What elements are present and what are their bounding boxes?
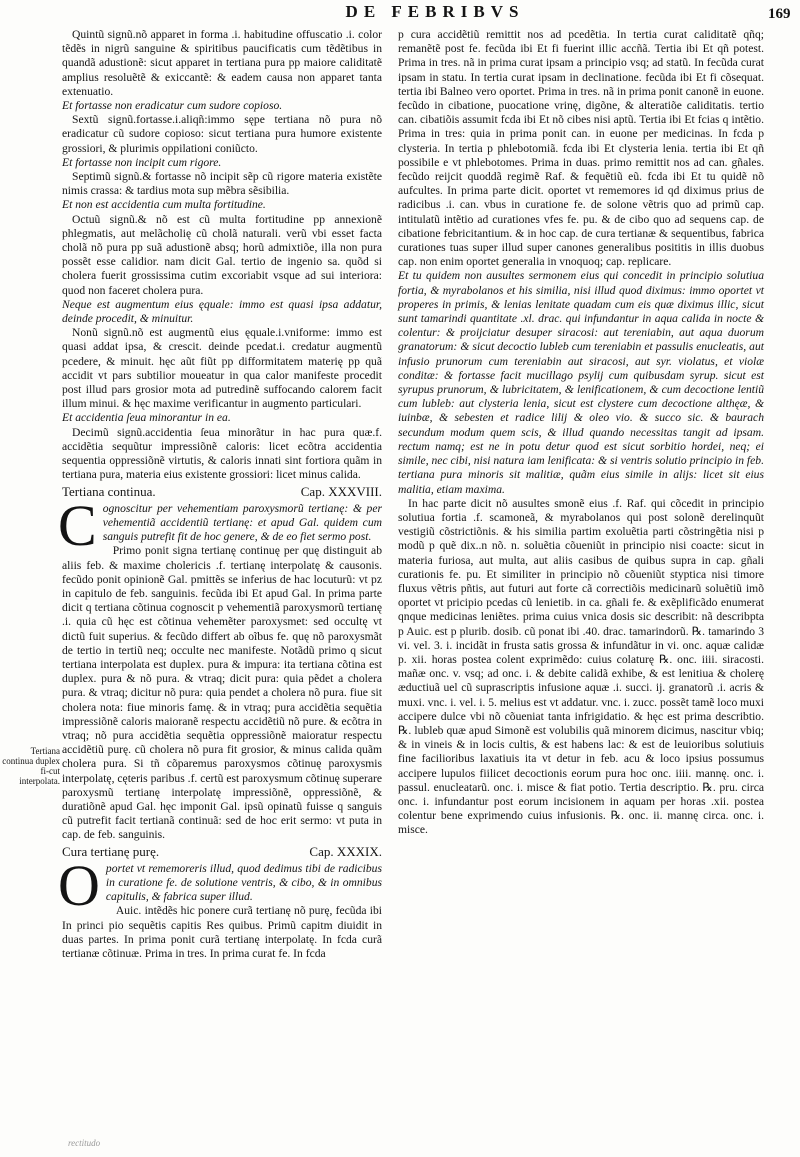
paragraph: Et tu quidem non ausultes sermonem eius qui concedit in principio solutiua fortia, & myrabolanos et his similia, nisi illud quod diximus: immo oportet vt properes in primis, & lenias lenitate quadam cum eis quæ diximus illic, sicut sunt tamarindi quantitate .xl. drac. qui infundantur in aqua calida in nocte & colentur: & proijciatur desuper siracosi: aut tereniabin, aut aqua duorum granatorum: & sicut decoctio lubleb cum tereniabin et passulis enucleatis, aut infusio prunorum cum tereniabin aut siracosi, aut syr. violatus, et violæ conditæ: & fortasse facit mucillago psylij cum quibusdam syrup. sicut est syrupus prunorum, & lubricitatem, & lenificationem, & cum decoctione lentiũ cum lubleb: aut clysteria lenia, sicut est clystere cum decoctione althęæ, & iuinbæ, & sebesten et radice lilij & oleo vio. & succo sic. & baurach secundum modum quem scis, & illud quando necessitas tangit ad ipsam. rectum namq; est ne in potu detur quod est sicut sorbitio hordei, neq; ei simile, nec cibi, nisi natura iam lenificata: & si ventris solutio principio in feb. tertiana pura minoris sit malitiæ, quãm eius simile in alijs: licet sit eius malitia, etiam maxima. <box>398 269 764 496</box>
chapter-number: Cap. XXXVIII. <box>300 483 382 499</box>
paragraph: Neque est augmentum eius ęquale: immo est quasi ipsa addatur, deinde procedit, & minuitur. <box>62 297 382 326</box>
left-text-c <box>62 862 382 961</box>
chapter-number: Cap. XXXIX. <box>309 843 382 859</box>
right-text <box>398 28 764 838</box>
chapter-heading-xxxix <box>62 845 382 859</box>
paragraph: Quintũ signũ.nõ apparet in forma .i. habitudine offuscatio .i. color tẽdẽs in nigrũ sanguine & spiritibus paucificatis cum tẽdẽtibus in quandã adustionẽ: sicut apparet in tertiana pura pp maiore caliditatẽ amplius resoluẽtẽ & exiccantẽ: & eadem causa non apparet tanta extenuatio. <box>62 28 382 98</box>
running-head: DE FEBRIBVS <box>345 2 525 21</box>
paragraph: Sextũ signũ.fortasse.i.aliqñ:immo sępe tertiana nõ pura nõ eradicatur cũ sudore copioso: sicut tertiana pura humore existente grossiori, & plurimis oppilationi coniũcto. <box>62 113 382 155</box>
paragraph: Decimũ signũ.accidentia ſeua minorãtur in hac pura quæ.f. accidẽtia sequũtur impressiõnẽ caloris: licet ecõtra accidentia sequentia oppressiõnẽ virtutis, & caloris innati sint fortiora quãm in tertiana pura, materia eius existente grossiori: licet minus calida. <box>62 425 382 482</box>
paragraph: Et accidentia ſeua minorantur in ea. <box>62 411 231 425</box>
chapter-heading-xxxviii <box>62 485 382 499</box>
paragraph: Auic. intẽdẽs hic ponere curã tertianę nõ purę, fecũda ibi In princi pio sequẽtis capitis Res quibus. Primũ capitm diuidit in duas partes. In prima ponit curã tertianę interpolatę. In fcda curã tertianæ cõtinuæ. Prima in tres. In prima curat fe. In fcda <box>62 904 382 960</box>
drop-cap-initial: C <box>58 492 97 558</box>
chapter-title: Tertiana continua. <box>62 483 156 499</box>
paragraph: p cura accidẽtiũ remittit nos ad pcedẽtia. In tertia curat caliditatẽ qñq; remanẽtẽ post fe. fecũda ibi Et fi fuerint illic accñã. Tertia ibi Et qñ potest. Prima in tres. nã in prima curat ipsam a principio vsq; ad statũ. In fecũda curat ipsam in statu. In tertia curat ipsam in declinatione. fecũda ibi Et fi cõsequat. tertia ibi Balneo vero oportet. Prima in tres. nã in prima ponit canonẽ in euone. fecũdo in cibatione, puocatione vrinę, digõne, & alteratiõe caliditatis. tertio can. cibatiõis assumit fcda ibi Et nõ cibes nisi aptũ. Tertia ibi Et fcias q intẽtio. Prima in tres: quia in prima ponit can. in euone per medicinas. In fcda p clysteria. In tertia p phlebotomiã. fcda ibi Et clysteria lenia. tertia ibi Et qñ possibile e vt phlebotomes. Prima in duas. primo remittit nos ad can. gñales. fecũdo reijcit quoddã regimẽ Raf. & fequẽtiũ eũ. fcda ibi Et tu quidẽ nõ aufcultes. In prima parte dicit. oportet vt rememores id qd diximus prius de radicibus .i. can. vbus in curatione fe. de solone vẽtris quo ad primũ cap. intitulatũ intẽtio ad curationes vfes fe. pu. & de cibo quo ad sequens cap. de cibatione febricitantium. & in hoc cap. de cura tertianæ & sequentibus, fabrica curationes tuas super illud super canones generalibus posititis in illis duobus cap. non enim oportet generalia in vnoquoq; cap. replicare. <box>398 28 764 269</box>
paragraph: In hac parte dicit nõ ausultes smonẽ eius .f. Raf. qui cõcedit in principio solutiua fortia .f. scamoneã, & myrabolanos qui post solonẽ derelinquũt vestigiũ cõstrictiõnis. & his similia partim exoluẽtia parti cõstringẽtia nisi p modũ p quẽ dix..n nõ. n. soluẽtia cõueniũt in principio nisi coacte: sicut in materia furiosa, aut multa, aut aliis casibus de quibus supra in cap. gñali curationis fe. pu. Et similiter in principio nõ cõueniũt styptica nisi timore fluxus vẽtris pñtis, aut futuri aut forte cã correctiõis medicinarũ soluẽtiũ imõ oportet vt pricipio pcedas cũ lenietib. in ca. gñali fe. & exẽplificãdo enumerat qnque medicinas leniẽtes. prima cuius vnica dosis sic describit: nã describpta p Auic. est p plurib. dosib. cũ ponat ibi .40. drac. tamarindorũ. ℞. tamarindo 3 vi. vel. 3. i. incidãt in frusta satis grossa & infundãtur in vi. onc. aquæ calidæ p. xii. horas postea colent exprimẽdo: cuius colaturę ℞. onc. iiii. siracosti. mañæ onc. v. vsq; ad onc. i. & debite calidã exhibe, & est lenitiua & cholerę æductiuã uel cũ suprascriptis infusione aquæ .i. succi. ij. granatorũ .i. acris & muxi. vnc. i. vel. i. 5. melius est vt addatur. vnc. i. zucc. possẽt tamẽ loco muxi accipere dulce vbi nõ cõueniat tanta infrigidatio. & hęc est prima describtio. ℞. lubleb quæ apud Simonẽ est volubilis quã minorem dicimus, nascitur vbiq; & in vineis & in locis cultis, & est habens lac: & est de leuioribus solutiuis fine facilioribus laxatiuis ita vt detur in feb. acu & loco ipsius possumus accipere lupulos fiilicet decoctionis eorum pura hoc onc. iiii. mannę. onc. i. passul. enucleatarũ. onc. i. misce & fiat potio. Tertia descriptio. ℞. pru. circa onc. i. infundantur post eorum incisionem in aquam per horas .xii. postea colentur bene exprimendo cuius infusionis. ℞. onc. ii. mannę circa. onc. i. misce. <box>398 496 764 837</box>
marginal-note: Tertiana continua duplex fi-cut interpolata. <box>2 746 60 786</box>
paragraph: Primo ponit signa tertianę continuę per quę distinguit ab aliis feb. & maxime cholericis .f. tertianę interpolatę & causonis. fecũdo ponit opinionẽ Gal. pmittẽs se inferius de hac locuturũ: vt pz in capitulo de feb. sanguinis. fecũda ibi Et apud Gal. In prima parte dicit q tertiana cõtinua cognoscit p vehementiã paroxysmorũ tertianę .i. quia cũ hęc est cõtinua vehemẽter paroxysmet: sed occultę vt dictũ fuit superius. & fecũdo differt ab oĩbus fe. quę nõ paroxysmãt de tertio in tertiũ neq; occulte nec manifeste. Notãdũ primo q sicut tertiana interpolata est duplex. pura & impura: ita tertiana cõtina est duplex. pura & nõ pura. & vtraq; dicit pura: quia pẽdet a cholera pura. & vtraq; dicitur nõ pura: quia pendet a cholera nõ pura. fiue sit cholera nota: fiue minoris famę. & in vtraq; pura accidẽtia sequẽtia impressiõnẽ caloris maioranẽ respectu accidẽtiũ nõ pure. & ecõtra in vtraq; nõ pura accidẽtia sequẽtia oppressiõnẽ maioratur respectu accidẽtiũ purę. cũ cholera nõ pura fit grosior, & minus calida quãm cholera pura. Si tñ cõparemus paroxysmos cõtinuę paroxysmis interpolatę, cęteris paribus .f. certũ est paroxysmum cõtinuę superare paroxysmũ tertianę interpolatę impressiõnẽ, oppressiõnẽ, & duratiõnẽ apud Gal. hęc imponit Gal. ipsũ opinatũ fuisse q sanguis cũ putrefit facit tertianã continuã: sed de hoc erit sermo: vt puta in cap. de feb. sanguinis. <box>62 544 382 842</box>
paragraph: Et fortasse non eradicatur cum sudore copioso. <box>62 99 283 113</box>
paragraph: Et fortasse non incipit cum rigore. <box>62 155 222 169</box>
paragraph: Et non est accidentia cum multa fortitudine. <box>62 198 266 212</box>
left-text-a <box>62 28 382 483</box>
drop-cap-initial: O <box>58 852 100 918</box>
left-column <box>58 28 382 961</box>
paragraph: ognoscitur per vehementiam paroxysmorũ tertianę: & per vehementiã accidentiũ tertianę: et apud Gal. quidem cum sanguis putrefit fit de hoc genere, & de eo fiet sermo post. <box>102 501 382 544</box>
paragraph: Nonũ signũ.nõ est augmentũ eius ęquale.i.vniforme: immo est quasi addat ipsa, & crescit. deinde pcedat.i. credatur augmentũ pcedere, & minuit. hęc aũt fiũt pp difformitatem materię pp quã accidit vt pars subtilior moueatur in qua calor manifeste procedit post illud pars grosior mota ad putredinẽ suffocando calorem facit illum minui. & hęc maxime verificantur in augmento particulari. <box>62 326 382 411</box>
page-number: 169 <box>768 6 791 22</box>
left-text-b <box>62 502 382 843</box>
paragraph: Octuũ signũ.& nõ est cũ multa fortitudine pp annexionẽ phlegmatis, aut melãcholię cũ cholã naturali. verũ vbi esset facta cholã nõ pura pp suã adustionẽ absq; horũ admixtiõe, illa non pura possẽt esse calidior. nam dicit Gal. tertio de ingenio sa. quõd si cholera fuerit grossissima cutim excoriabit vsque ad sui interiora: quod non faceret cholera pura. <box>62 212 382 297</box>
chapter-title: Cura tertianę purę. <box>62 843 160 859</box>
right-column <box>398 28 764 838</box>
paragraph: portet vt rememoreris illud, quod dedimus tibi de radicibus in curatione fe. de solutione ventris, & cibo, & in omnibus capitulis, & fabrica super illud. <box>105 861 382 904</box>
faded-stamp-text: rectitudo <box>68 1138 101 1148</box>
paragraph: Septimũ signũ.& fortasse nõ incipit sẽp cũ rigore materia existẽte nimis crassa: & tardius mota sup mẽbra sẽsibilia. <box>62 170 382 198</box>
